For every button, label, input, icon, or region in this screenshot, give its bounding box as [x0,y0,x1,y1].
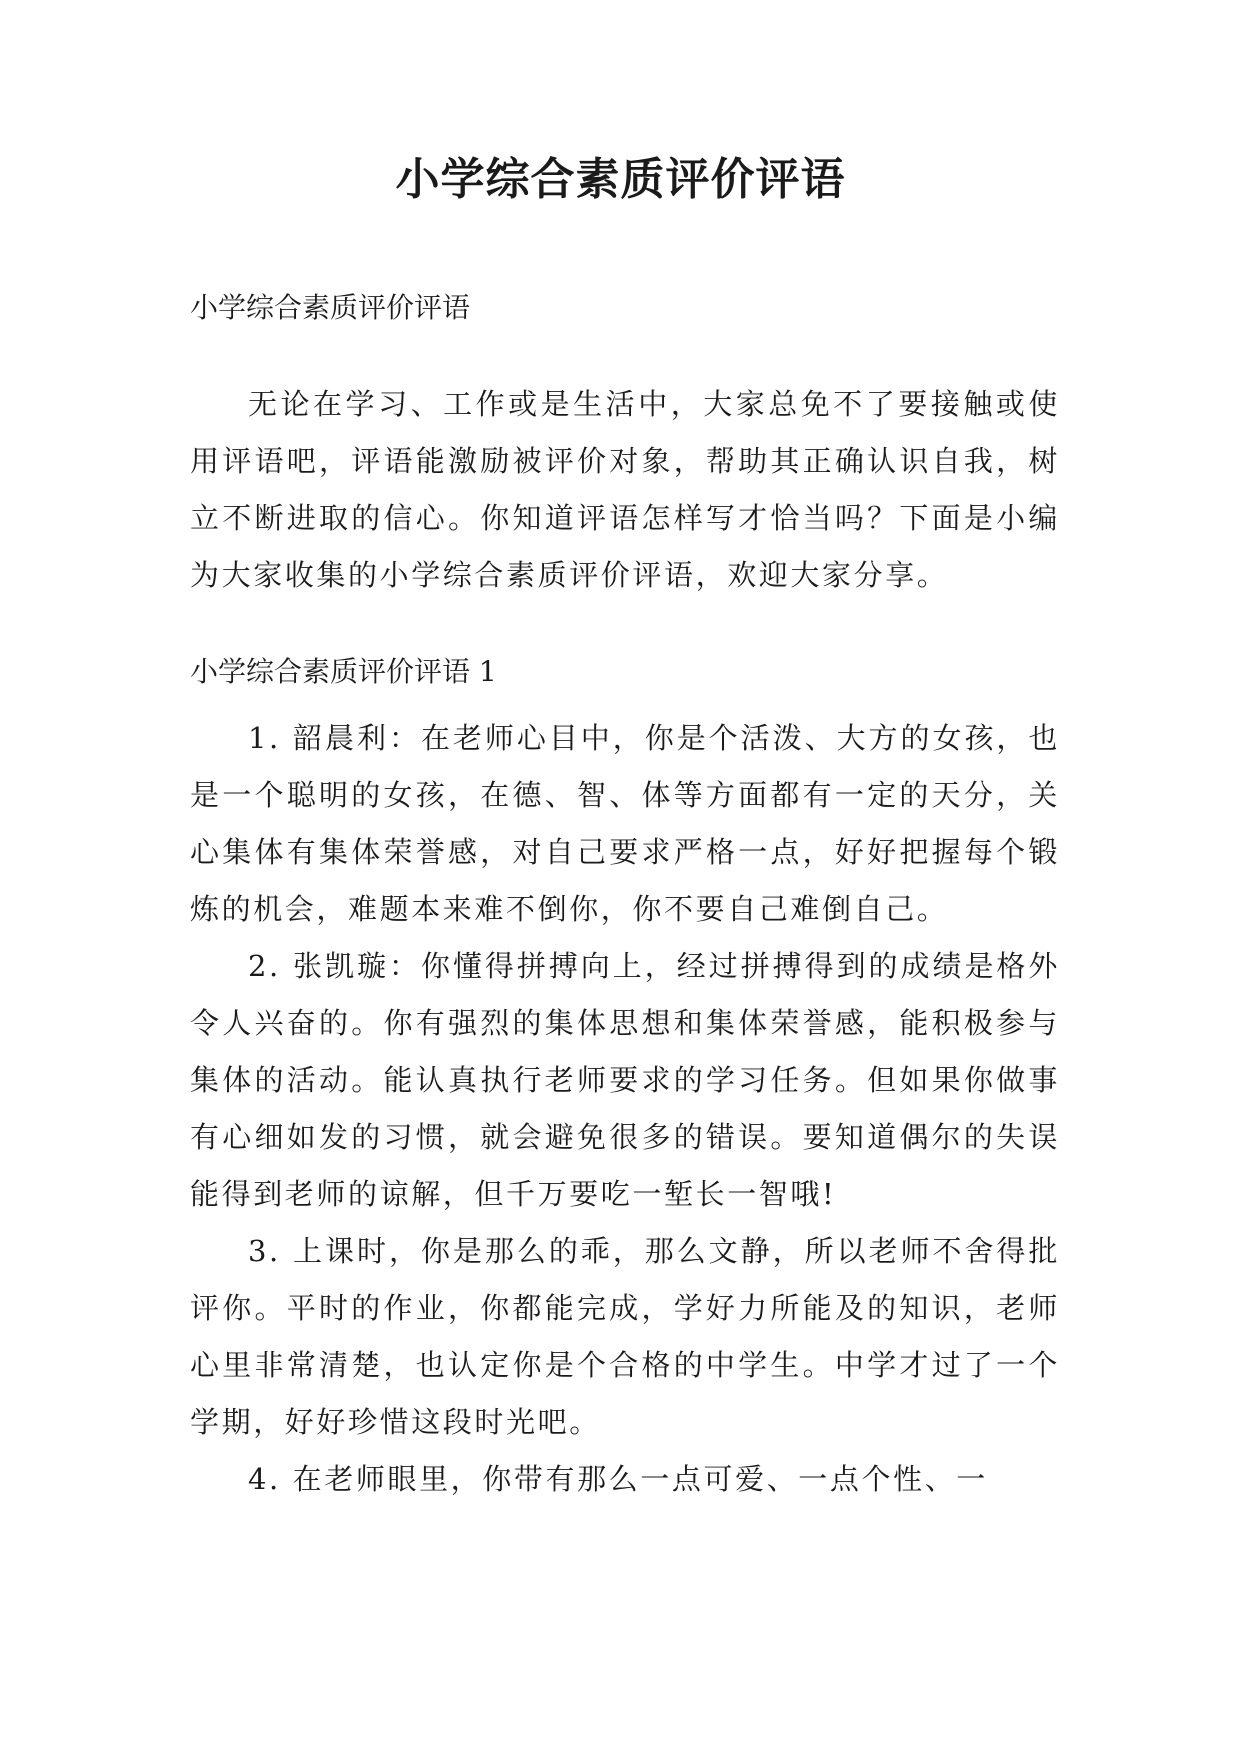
comment-item: 4. 在老师眼里，你带有那么一点可爱、一点个性、一 [248,1462,988,1496]
intro-paragraph: 无论在学习、工作或是生活中，大家总免不了要接触或使用评语吧，评语能激励被评价对象，帮助其正确认识自我，树立不断进取的信心。你知道评语怎样写才恰当吗？下面是小编为大家收集的小学综合素质评价评语，欢迎大家分享。 [190,387,1060,592]
comment-item: 1. 韶晨利：在老师心目中，你是个活泼、大方的女孩，也是一个聪明的女孩，在德、智、体等方面都有一定的天分，关心集体有集体荣誉感，对自己要求严格一点，好好把握每个锻炼的机会，难题本来难不倒你，你不要自己难倒自己。 [190,721,1060,926]
comment-item: 2. 张凯璇：你懂得拼搏向上，经过拼搏得到的成绩是格外令人兴奋的。你有强烈的集体思想和集体荣誉感，能积极参与集体的活动。能认真执行老师要求的学习任务。但如果你做事有心细如发的习惯，就会避免很多的错误。要知道偶尔的失误能得到老师的谅解，但千万要吃一堑长一智哦! [190,949,1060,1211]
document-title: 小学综合素质评价评语 [395,154,846,205]
document-body [190,288,1060,1508]
section-heading: 小学综合素质评价评语 1 [190,655,497,688]
document-subtitle: 小学综合素质评价评语 [190,291,471,324]
comment-item: 3. 上课时，你是那么的乖，那么文静，所以老师不舍得批评你。平时的作业，你都能完成，学好力所能及的知识，老师心里非常清楚，也认定你是个合格的中学生。中学才过了一个学期，好好珍惜这段时光吧。 [190,1234,1060,1439]
